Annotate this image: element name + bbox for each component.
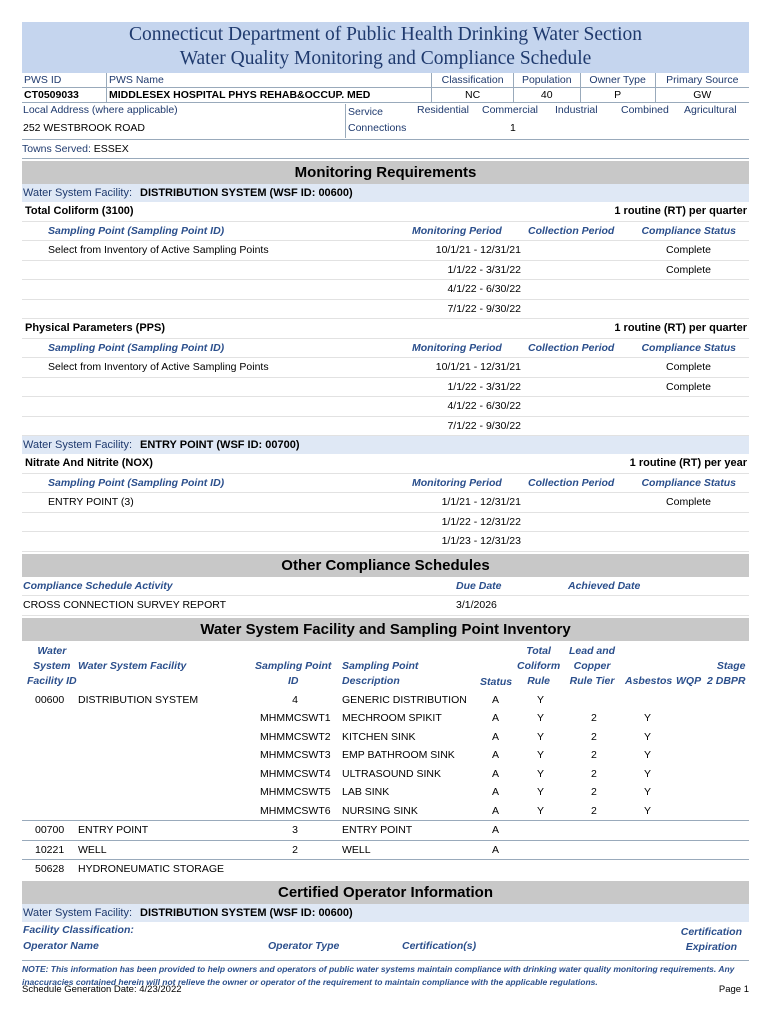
towns-served-label: Towns Served: <box>22 143 91 155</box>
local-address-value: 252 WESTBROOK ROAD <box>23 122 145 134</box>
monitoring-period: 1/1/22 - 12/31/22 <box>441 515 521 528</box>
asbestos: Y <box>644 767 652 780</box>
facility-classification-label: Facility Classification: <box>23 923 134 936</box>
classification-label: Classification <box>432 73 514 88</box>
status: A <box>492 804 500 817</box>
monitoring-period: 7/1/22 - 9/30/22 <box>447 419 521 432</box>
wsf-value: ENTRY POINT (WSF ID: 00700) <box>140 439 300 451</box>
table-row <box>22 241 749 261</box>
col-sampling-point: Sampling Point (Sampling Point ID) <box>48 224 225 237</box>
col-sp-id: Sampling Point ID <box>255 659 332 687</box>
col-cert-expiration: Certification Expiration <box>680 925 742 953</box>
wsf-value: DISTRIBUTION SYSTEM (WSF ID: 00600) <box>140 906 353 919</box>
table-row <box>22 691 749 710</box>
tcr: Y <box>537 730 545 743</box>
table-row <box>22 280 749 300</box>
status: A <box>492 712 500 724</box>
table-row <box>22 358 749 378</box>
wsf-label: Water System Facility: <box>23 906 132 919</box>
col-monitoring-period: Monitoring Period <box>412 476 502 489</box>
inventory-section-title: Water System Facility and Sampling Point Inventory <box>22 618 749 641</box>
sp-desc: ULTRASOUND SINK <box>342 767 441 780</box>
table-row <box>22 746 749 765</box>
inventory-rows <box>22 691 749 879</box>
monitoring-period: 7/1/22 - 9/30/22 <box>447 302 521 315</box>
sp-desc: MECHROOM SPIKIT <box>342 712 442 724</box>
monitoring-period: 1/1/22 - 3/31/22 <box>447 380 521 393</box>
table-row <box>22 728 749 747</box>
other-compliance-headers <box>22 577 749 597</box>
sp-desc: WELL <box>342 843 371 856</box>
system-header-table <box>22 73 749 103</box>
col-tcr: Total Coliform Rule <box>517 644 561 687</box>
table-row <box>22 417 749 437</box>
sp-id: MHMMCSWT4 <box>260 767 331 780</box>
sp-id: MHMMCSWT5 <box>260 786 331 798</box>
title-line-2: Water Quality Monitoring and Compliance Schedule <box>179 48 592 69</box>
primary-source-value: GW <box>655 88 749 103</box>
tcr: Y <box>537 767 545 780</box>
col-dbpr: Stage 2 DBPR <box>707 659 746 687</box>
generation-date-value: 4/23/2022 <box>139 984 182 995</box>
lcr: 2 <box>591 730 597 743</box>
status: A <box>492 693 500 706</box>
col-monitoring-period: Monitoring Period <box>412 341 502 354</box>
col-wqp: WQP <box>676 674 702 687</box>
compliance-status: Complete <box>666 361 711 373</box>
table-row <box>22 397 749 417</box>
document-title <box>22 22 749 73</box>
sp-id: 4 <box>292 693 298 706</box>
sampling-point: ENTRY POINT (3) <box>48 496 134 508</box>
lcr: 2 <box>591 749 597 761</box>
local-address-label: Local Address (where applicable) <box>23 104 178 116</box>
table-row <box>22 709 749 728</box>
contaminant-frequency: 1 routine (RT) per year <box>629 457 747 469</box>
sp-desc: NURSING SINK <box>342 804 418 817</box>
compliance-status: Complete <box>666 244 711 256</box>
monitoring-section-title: Monitoring Requirements <box>22 161 749 184</box>
pws-id-label: PWS ID <box>22 73 107 88</box>
table-row <box>22 300 749 320</box>
page-footer <box>22 984 749 995</box>
wsf-label: Water System Facility: <box>23 439 132 451</box>
wsf-value: DISTRIBUTION SYSTEM (WSF ID: 00600) <box>140 187 353 199</box>
sp-desc: LAB SINK <box>342 786 390 798</box>
table-row <box>22 378 749 398</box>
monitoring-period: 4/1/22 - 6/30/22 <box>447 400 521 412</box>
towns-served-row <box>22 140 749 159</box>
sp-id: 2 <box>292 843 298 856</box>
status: A <box>492 786 500 798</box>
table-row <box>22 513 749 533</box>
residential-label: Residential <box>417 104 469 116</box>
status: A <box>492 749 500 761</box>
combined-label: Combined <box>621 104 669 116</box>
industrial-label: Industrial <box>555 104 598 116</box>
col-collection-period: Collection Period <box>528 224 615 237</box>
wsf-id: 00700 <box>35 824 65 836</box>
inventory-headers <box>22 641 749 691</box>
wsf-id: 00600 <box>35 693 65 706</box>
pws-name-value: MIDDLESEX HOSPITAL PHYS REHAB&OCCUP. MED <box>107 88 432 103</box>
population-label: Population <box>513 73 580 88</box>
tcr: Y <box>537 712 545 724</box>
col-operator-type: Operator Type <box>268 939 340 952</box>
table-row <box>22 261 749 281</box>
wsf-id: 10221 <box>35 843 65 856</box>
wsf-row <box>22 184 749 202</box>
asbestos: Y <box>644 749 652 761</box>
agricultural-label: Agricultural <box>684 104 737 116</box>
sampling-point: Select from Inventory of Active Sampling Points <box>48 361 269 373</box>
sp-desc: ENTRY POINT <box>342 824 413 836</box>
col-certifications: Certification(s) <box>402 939 477 952</box>
other-compliance-section-title: Other Compliance Schedules <box>22 554 749 577</box>
monitoring-column-headers <box>22 474 749 494</box>
table-row <box>22 532 749 552</box>
wsf-row <box>22 904 749 922</box>
table-row <box>22 493 749 513</box>
wsf-name: DISTRIBUTION SYSTEM <box>78 693 199 706</box>
operator-section-title: Certified Operator Information <box>22 881 749 904</box>
contaminant-row <box>22 319 749 339</box>
asbestos: Y <box>644 712 652 724</box>
monitoring-period: 4/1/22 - 6/30/22 <box>447 283 521 295</box>
page-number: Page 1 <box>718 984 749 995</box>
sp-id: MHMMCSWT3 <box>260 749 331 761</box>
compliance-status: Complete <box>666 263 711 276</box>
wsf-name: WELL <box>78 843 107 856</box>
lcr: 2 <box>591 712 597 724</box>
col-achieved-date: Achieved Date <box>568 579 641 592</box>
compliance-status: Complete <box>666 380 711 393</box>
monitoring-period: 1/1/22 - 3/31/22 <box>447 263 521 276</box>
col-asbestos: Asbestos <box>625 674 673 687</box>
population-value: 40 <box>513 88 580 103</box>
status: A <box>492 843 500 856</box>
commercial-value: 1 <box>510 122 516 134</box>
sampling-point: Select from Inventory of Active Sampling Points <box>48 244 269 256</box>
contaminant-name: Nitrate And Nitrite (NOX) <box>25 457 153 469</box>
contaminant-name: Total Coliform (3100) <box>25 205 134 217</box>
disclaimer-note: NOTE: This information has been provided to help owners and operators of public water systems maintain compliance with drinking water quality monitoring requirements. Any inaccuracies contained herein will not relieve the owner or operator of the requirement to maintain compliance with the applicable regulations. <box>22 960 749 989</box>
table-row <box>22 859 749 879</box>
operator-headers <box>22 922 749 956</box>
sp-id: MHMMCSWT1 <box>260 712 331 724</box>
col-sampling-point: Sampling Point (Sampling Point ID) <box>48 476 225 489</box>
sp-desc: EMP BATHROOM SINK <box>342 749 455 761</box>
col-activity: Compliance Schedule Activity <box>23 579 173 592</box>
lcr: 2 <box>591 786 597 798</box>
monitoring-column-headers <box>22 339 749 359</box>
status: A <box>492 767 500 780</box>
wsf-name: ENTRY POINT <box>78 824 149 836</box>
monitoring-period: 10/1/21 - 12/31/21 <box>435 244 521 256</box>
table-row <box>22 840 749 860</box>
sp-id: MHMMCSWT2 <box>260 730 331 743</box>
contaminant-row <box>22 454 749 474</box>
contaminant-name: Physical Parameters (PPS) <box>25 322 166 334</box>
tcr: Y <box>537 804 545 817</box>
pws-id-value: CT0509033 <box>22 88 107 103</box>
activity: CROSS CONNECTION SURVEY REPORT <box>23 599 227 611</box>
col-compliance-status: Compliance Status <box>641 224 736 237</box>
tcr: Y <box>537 749 545 761</box>
asbestos: Y <box>644 786 652 798</box>
table-row <box>22 765 749 784</box>
title-line-1: Connecticut Department of Public Health Drinking Water Section <box>128 24 643 45</box>
towns-served-value: ESSEX <box>93 143 129 155</box>
col-wsf: Water System Facility <box>78 659 187 672</box>
asbestos: Y <box>644 804 652 817</box>
col-sampling-point: Sampling Point (Sampling Point ID) <box>48 341 225 354</box>
wsf-row <box>22 436 749 454</box>
lcr: 2 <box>591 767 597 780</box>
sp-id: MHMMCSWT6 <box>260 804 331 817</box>
col-due-date: Due Date <box>456 579 502 592</box>
col-compliance-status: Compliance Status <box>641 476 736 489</box>
primary-source-label: Primary Source <box>655 73 749 88</box>
sp-id: 3 <box>292 824 298 836</box>
lcr: 2 <box>591 804 597 817</box>
sp-desc: GENERIC DISTRIBUTION <box>342 693 467 706</box>
col-compliance-status: Compliance Status <box>641 341 736 354</box>
wsf-id: 50628 <box>35 863 65 875</box>
status: A <box>492 730 500 743</box>
sp-desc: KITCHEN SINK <box>342 730 416 743</box>
tcr: Y <box>537 786 545 798</box>
monitoring-column-headers <box>22 222 749 242</box>
col-operator-name: Operator Name <box>23 939 99 952</box>
col-collection-period: Collection Period <box>528 341 615 354</box>
table-row <box>22 820 749 840</box>
service-connections-label: Service Connections <box>345 104 406 138</box>
status: A <box>492 824 500 836</box>
classification-value: NC <box>432 88 514 103</box>
col-wsf-id: Water System Facility ID <box>27 644 77 687</box>
col-lcr: Lead and Copper Rule Tier <box>569 644 616 687</box>
wsf-name: HYDRONEUMATIC STORAGE <box>78 863 225 875</box>
monitoring-period: 1/1/21 - 12/31/21 <box>441 496 521 508</box>
monitoring-period: 10/1/21 - 12/31/21 <box>435 361 521 373</box>
monitoring-period: 1/1/23 - 12/31/23 <box>441 535 521 547</box>
asbestos: Y <box>644 730 652 743</box>
wsf-label: Water System Facility: <box>23 187 132 199</box>
pws-name-label: PWS Name <box>107 73 432 88</box>
table-row <box>22 596 749 616</box>
generation-date-label: Schedule Generation Date: <box>22 984 137 995</box>
tcr: Y <box>537 693 545 706</box>
table-row <box>22 783 749 802</box>
col-sp-desc: Sampling Point Description <box>342 659 419 687</box>
col-monitoring-period: Monitoring Period <box>412 224 502 237</box>
document-page <box>22 22 749 989</box>
table-row <box>22 802 749 821</box>
address-connections-block <box>22 103 749 140</box>
col-status: Status <box>480 675 513 688</box>
compliance-status: Complete <box>666 496 711 508</box>
contaminant-row <box>22 202 749 222</box>
commercial-label: Commercial <box>482 104 539 116</box>
contaminant-frequency: 1 routine (RT) per quarter <box>614 322 747 334</box>
owner-type-value: P <box>580 88 655 103</box>
col-collection-period: Collection Period <box>528 476 615 489</box>
due-date: 3/1/2026 <box>456 599 497 611</box>
owner-type-label: Owner Type <box>580 73 655 88</box>
contaminant-frequency: 1 routine (RT) per quarter <box>614 205 747 217</box>
